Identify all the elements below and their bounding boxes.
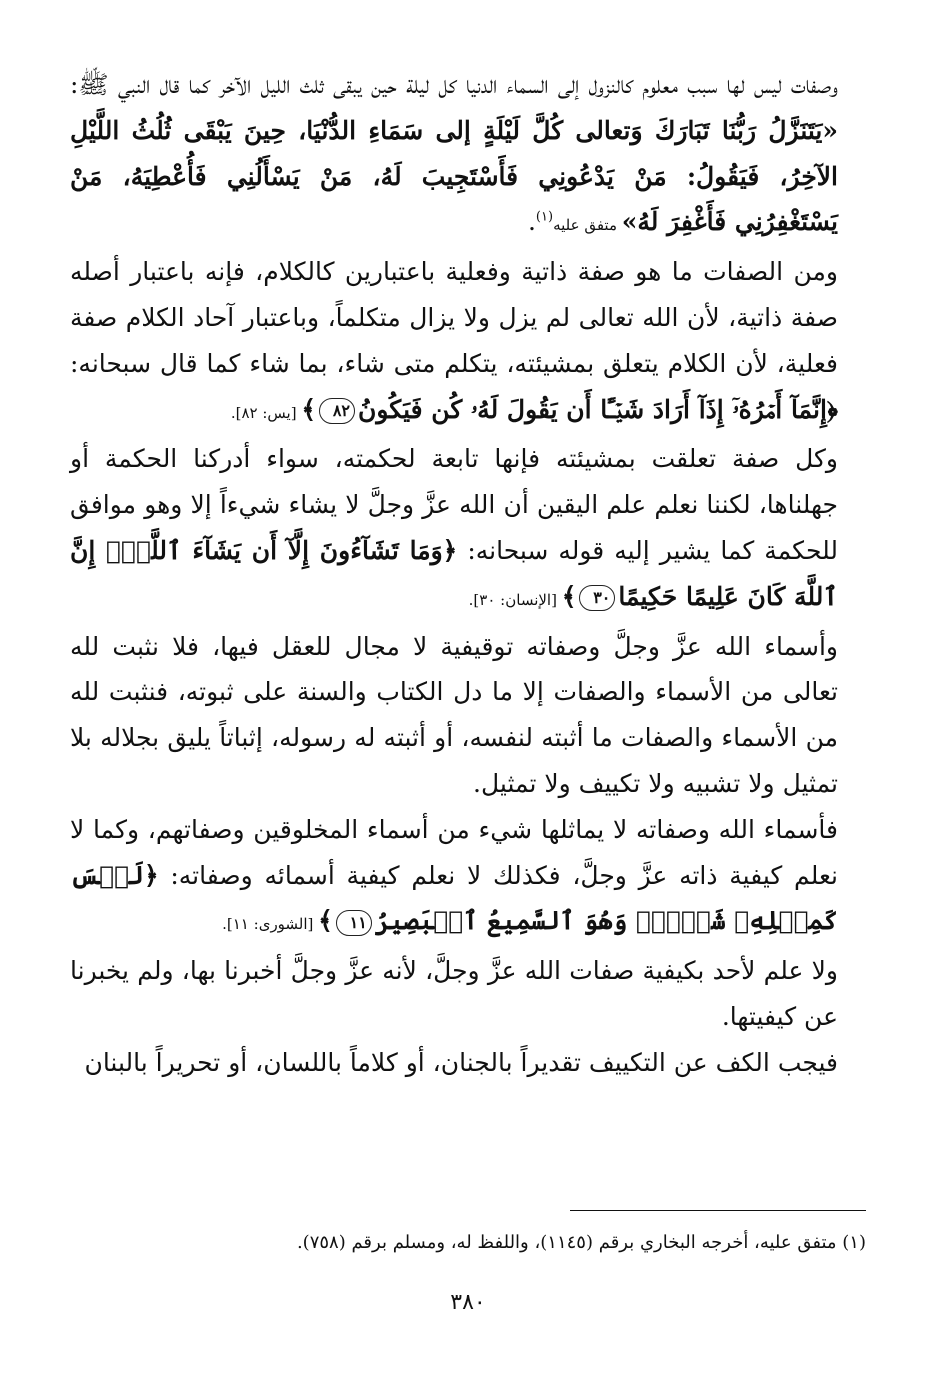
- paragraph-text: وصفات ليس لها سبب معلوم كالنزول إلى السماء الدنيا كل ليلة حين يبقى ثلث الليل الآخر كما قال النبي ﷺ:: [70, 70, 838, 99]
- sentence-end: .: [527, 207, 536, 237]
- verse-reference: [الشورى: ١١].: [222, 915, 319, 934]
- quran-close-bracket: ﴾: [318, 906, 333, 936]
- quran-close-bracket: ﴾: [301, 394, 317, 424]
- paragraph-no-knowledge-of-how: [70, 948, 838, 1040]
- quran-verse: ﴿إِنَّمَآ أَمۡرُهُۥٓ إِذَآ أَرَادَ شَيۡـًٔا أَن يَقُولَ لَهُۥ كُن فَيَكُونُ: [358, 394, 838, 424]
- paragraph-hikmah: [70, 436, 838, 623]
- paragraph-text: ولا علم لأحد بكيفية صفات الله عزَّ وجلَّ، لأنه عزَّ وجلَّ أخبرنا بها، ولم يخبرنا عن كيفيتها.: [70, 956, 838, 1031]
- verse-reference: [يس: ٨٢].: [230, 403, 302, 422]
- page-body: [70, 62, 838, 1086]
- footnote-reference[interactable]: (١): [535, 210, 554, 226]
- paragraph-no-likeness: [70, 807, 838, 948]
- paragraph-text: ومن الصفات ما هو صفة ذاتية وفعلية باعتبارين كالكلام، فإنه باعتبار أصله صفة ذاتية، لأن الله تعالى لم يزل ولا يزال متكلماً، وباعتبار آحاد الكلام صفة فعلية، لأن الكلام يتعلق بمشيئته، يتكلم متى شاء، بما شاء كما قال سبحانه:: [70, 257, 838, 378]
- footnote-text: (١) متفق عليه، أخرجه البخاري برقم (١١٤٥)، واللفظ له، ومسلم برقم (٧٥٨).: [296, 1232, 866, 1253]
- footnote: [98, 1230, 866, 1256]
- quran-verse: ﴿لَيۡسَ كَمِثۡلِهِۦ شَيۡءٞۖ وَهُوَ ٱلسَّمِيعُ ٱلۡبَصِيرُ: [70, 860, 838, 936]
- footnote-separator: [570, 1210, 866, 1211]
- quran-verse: ﴿وَمَا تَشَآءُونَ إِلَّآ أَن يَشَآءَ ٱللَّهُۚ إِنَّ ٱللَّهَ كَانَ عَلِيمًا حَكِيمًا: [70, 535, 838, 611]
- paragraph-tawqifiyah: [70, 624, 838, 807]
- quran-close-bracket: ﴾: [561, 581, 577, 611]
- paragraph-refrain-takyif: [70, 1040, 838, 1086]
- verse-reference: [الإنسان: ٣٠].: [468, 590, 562, 609]
- hadith-source: متفق عليه: [553, 216, 622, 235]
- paragraph-text: فيجب الكف عن التكييف تقديراً بالجنان، أو كلاماً باللسان، أو تحريراً بالبنان: [84, 1047, 838, 1077]
- paragraph-nuzul: [70, 62, 838, 249]
- ayah-number-marker: ٣٠: [579, 585, 615, 611]
- paragraph-text: وأسماء الله عزَّ وجلَّ وصفاته توقيفية لا مجال للعقل فيها، فلا نثبت لله تعالى من الأسماء والصفات إلا ما دل الكتاب والسنة على ثبوته، فنثبت لله من الأسماء والصفات ما أثبته لنفسه، أو أثبته له رسوله، إثباتاً يليق بجلاله بلا تمثيل ولا تشبيه ولا تكييف ولا تمثيل.: [70, 631, 838, 798]
- paragraph-text: وكل صفة تعلقت بمشيئته فإنها تابعة لحكمته، سواء أدركنا الحكمة أو جهلناها، لكننا نعلم علم اليقين أن الله عزَّ وجلَّ لا يشاء شيءاً إلا وهو موافق للحكمة كما يشير إليه قوله سبحانه:: [70, 444, 839, 565]
- ayah-number-marker: ٨٢: [319, 398, 355, 424]
- ayah-number-marker: ١١: [336, 910, 372, 936]
- paragraph-text: فأسماء الله وصفاته لا يماثلها شيء من أسماء المخلوقين وصفاتهم، وكما لا نعلم كيفية ذاته عزَّ وجلَّ، فكذلك لا نعلم كيفية أسمائه وصفاته:: [70, 814, 838, 890]
- page-number: ٣٨٠: [450, 1290, 486, 1315]
- hadith-text: «يَتَنَزَّلُ رَبُّنَا تَبَارَكَ وَتعالى كُلَّ لَيْلَةٍ إلى سَمَاءِ الدُّنْيَا، حِينَ يَبْقَى ثُلُثُ اللَّيْلِ الآخِرُ، فَيَقُولُ: مَنْ يَدْعُونِي فَأَسْتَجِيبَ لَهُ، مَنْ يَسْأَلُنِي فَأُعْطِيَهُ، مَنْ يَسْتَغْفِرُنِي فَأَغْفِرَ لَهُ»: [70, 115, 838, 237]
- paragraph-kalam: [70, 249, 838, 436]
